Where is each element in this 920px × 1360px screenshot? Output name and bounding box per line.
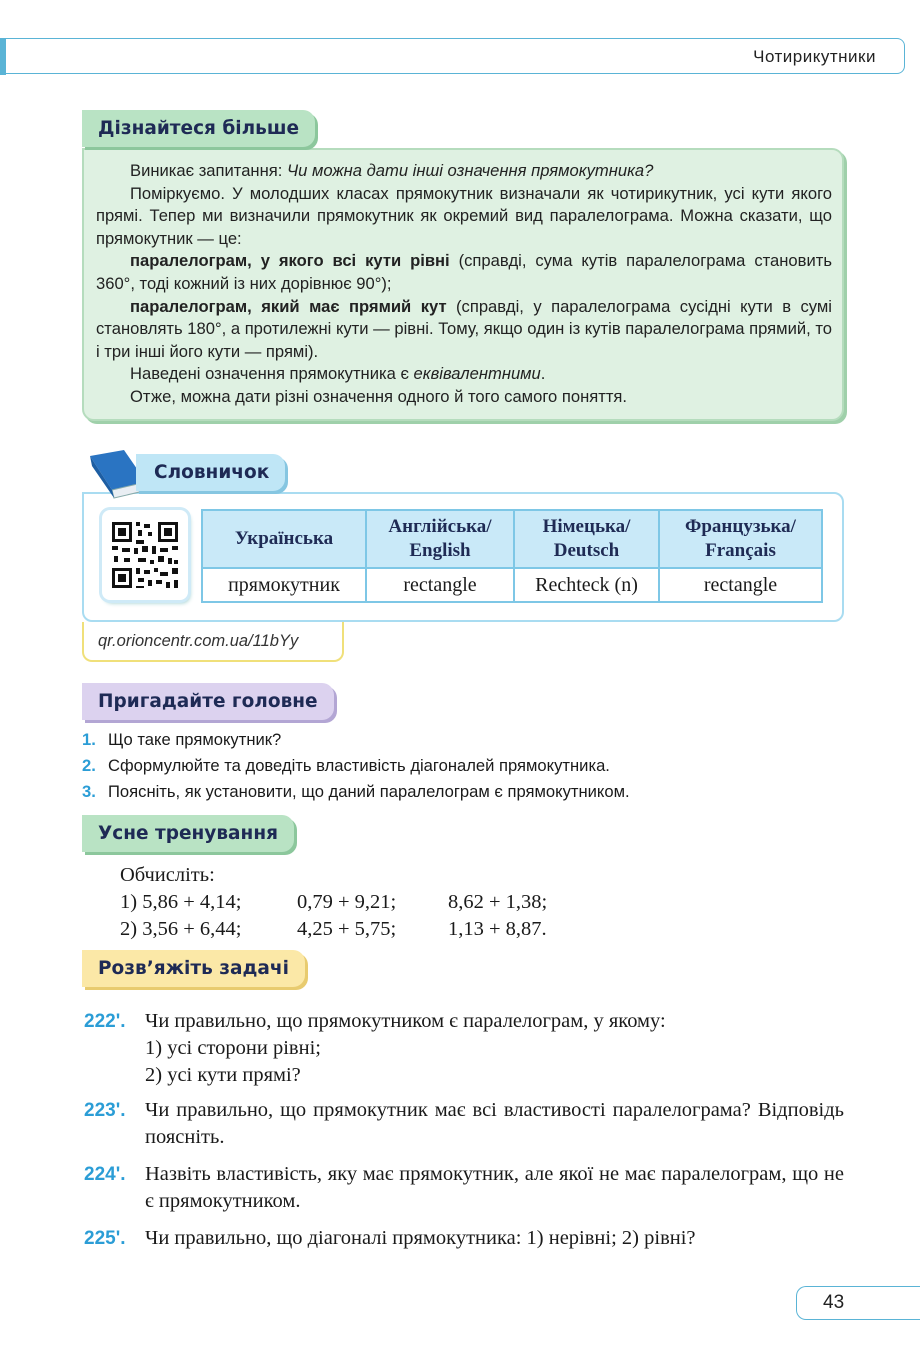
list-item: 1. Що таке прямокутник? [82, 730, 282, 749]
table-cell: Rechteck (n) [514, 568, 659, 602]
table-header: Німецька/ Deutsch [514, 510, 659, 568]
glossary-table [201, 509, 823, 603]
table-header: Українська [202, 510, 366, 568]
glossary-label: Словничок [136, 454, 285, 491]
paragraph: Поміркуємо. У молодших класах прямокутник визначали як чотирикутник, усі кути якого прямі. Тепер ми визначили прямокутник як окремий вид паралелограма. Можна сказати, що прямокутник — це: [96, 183, 832, 248]
task-222: 222'. Чи правильно, що прямокутником є паралелограм, у якому: 1) усі сторони рівні; 2) усі кути прямі? [84, 1010, 666, 1086]
table-cell: rectangle [659, 568, 822, 602]
chapter-title: Чотирикутники [753, 47, 876, 66]
table-cell: прямокутник [202, 568, 366, 602]
definition-2: паралелограм, який має прямий кут (справді, у паралелограма сусідні кути в сумі становлять 180°, а протилежні кути — рівні. Тому, якщо один із кутів паралелограма прямий, то і три інші його кути — прямі). [96, 296, 832, 361]
qr-code-icon [102, 510, 188, 600]
qr-link[interactable]: qr.orioncentr.com.ua/11bYy [82, 622, 344, 662]
oral-exercises [120, 862, 547, 943]
tasks-label: Розв’яжіть задачі [82, 950, 305, 987]
header-bar [0, 38, 905, 74]
table-header: Англійська/ English [366, 510, 514, 568]
oral-row: 1) 5,86 + 4,14; 0,79 + 9,21; 8,62 + 1,38; [120, 891, 548, 913]
table-row [202, 568, 822, 602]
definition-1: паралелограм, у якого всі кути рівні (справді, сума кутів паралелограма становить 360°, тоді кожний із них дорівнює 90°); [96, 251, 832, 293]
recall-label: Пригадайте головне [82, 683, 334, 720]
learn-more-text [96, 160, 832, 409]
recall-list [82, 727, 630, 805]
paragraph: Наведені означення прямокутника є еквівалентними. [130, 364, 546, 384]
table-header-row [202, 510, 822, 568]
page-number: 43 [823, 1292, 845, 1313]
oral-row: 2) 3,56 + 6,44; 4,25 + 5,75; 1,13 + 8,87. [120, 918, 547, 940]
oral-label: Усне тренування [82, 815, 294, 852]
oral-intro: Обчисліть: [120, 864, 215, 886]
table-cell: rectangle [366, 568, 514, 602]
task-223: 223'. Чи правильно, що прямокутник має всі властивості паралелограма? Відповідь поясніть. [84, 1099, 844, 1148]
task-225: 225'. Чи правильно, що діагоналі прямокутника: 1) нерівні; 2) рівні? [84, 1227, 696, 1249]
task-224: 224'. Назвіть властивість, яку має прямокутник, але якої не має паралелограм, що не є прямокутником. [84, 1163, 844, 1212]
list-item: 3. Поясніть, як установити, що даний паралелограм є прямокутником. [82, 782, 630, 801]
learn-more-label: Дізнайтеся більше [82, 110, 315, 147]
page-number-tab [796, 1286, 920, 1320]
qr-code[interactable] [102, 510, 188, 600]
list-item: 2. Сформулюйте та доведіть властивість діагоналей прямокутника. [82, 756, 610, 775]
table-header: Французька/ Français [659, 510, 822, 568]
paragraph: Отже, можна дати різні означення одного й того самого поняття. [130, 386, 628, 406]
paragraph: Виникає запитання: Чи можна дати інші означення прямокутника? [130, 161, 654, 180]
